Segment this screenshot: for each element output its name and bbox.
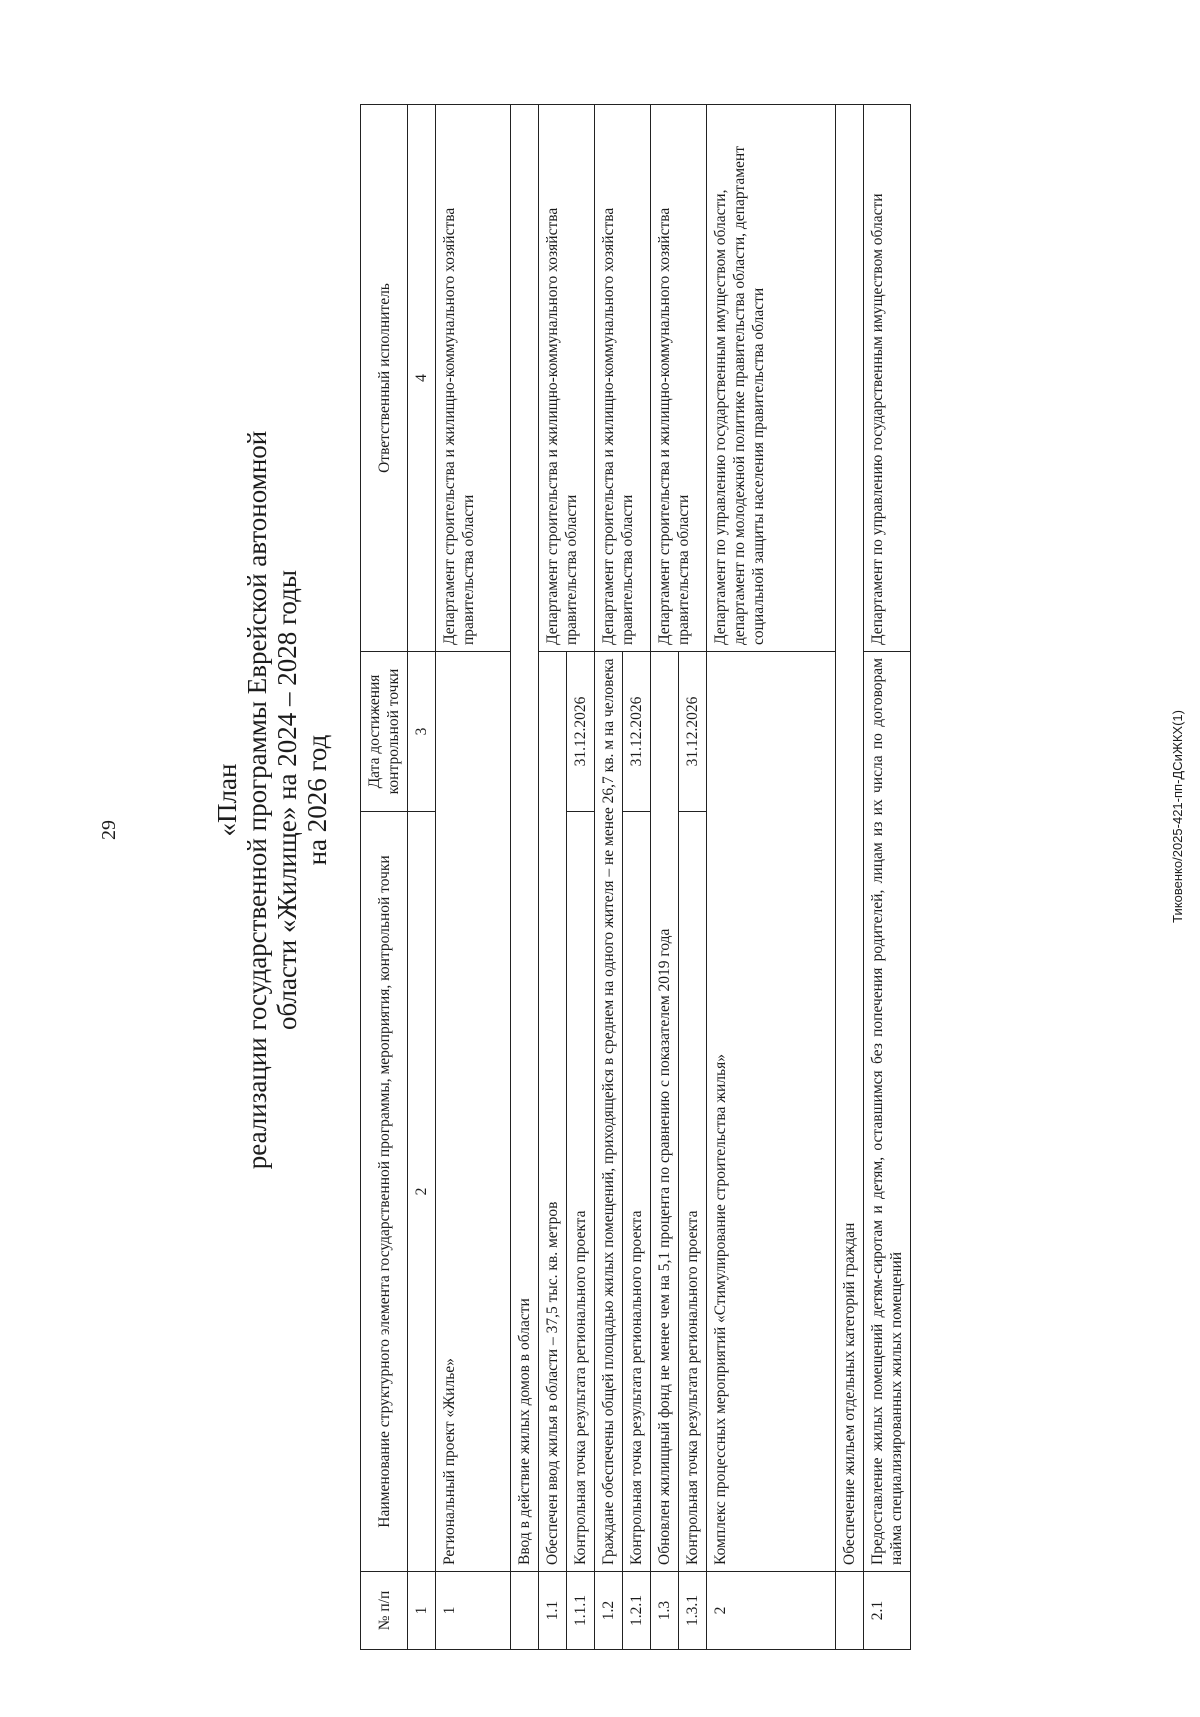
row-name: Обеспечен ввод жилья в области – 37,5 тыс. кв. метров [539,652,567,1572]
table-row [511,105,539,1650]
column-number: 2 [408,812,436,1572]
header-num: № п/п [361,1572,408,1650]
row-num [836,1572,864,1650]
row-executor: Департамент строительства и жилищно-коммунального хозяйства правительства области [436,105,511,652]
column-number: 4 [408,105,436,652]
table-row [436,105,511,1650]
table-column-numbers-row [408,105,436,1650]
row-group-title: Ввод в действие жилых домов в области [511,105,539,1572]
table-row [651,105,679,1650]
plan-table [360,104,911,1650]
row-executor: Департамент строительства и жилищно-коммунального хозяйства правительства области [539,105,595,652]
row-num: 1.2.1 [623,1572,651,1650]
row-executor: Департамент по управлению государственным имуществом области, департамент по молодежной политике правительства области, департамент социальной защиты населения правительства области [707,105,836,652]
row-num: 1.1.1 [567,1572,595,1650]
column-number: 1 [408,1572,436,1650]
column-number: 3 [408,652,436,812]
table-row [595,105,623,1650]
row-executor: Департамент строительства и жилищно-коммунального хозяйства правительства области [651,105,707,652]
row-num: 2 [707,1572,836,1650]
title-line-4: на 2026 год [302,734,332,866]
row-name: Контрольная точка результата регионального проекта [623,812,651,1572]
table-row [707,105,836,1650]
row-name: Контрольная точка результата регионального проекта [679,812,707,1572]
row-date: 31.12.2026 [679,652,707,812]
row-num: 1.1 [539,1572,567,1650]
title-line-3: области «Жилище» на 2024 – 2028 годы [272,569,302,1031]
table-row [836,105,864,1650]
table-row [539,105,567,1650]
title-line-2: реализации государственной программы Еврейской автономной [242,430,272,1170]
footer-code-wrap [1170,710,1185,1710]
title-line-1: «План [212,763,242,837]
table-header-row [361,105,408,1650]
row-executor: Департамент по управлению государственным имуществом области [864,105,911,652]
header-date: Дата достижения контрольной точки [361,652,408,812]
row-name: Комплекс процессных мероприятий «Стимулирование строительства жилья» [707,652,836,1572]
document-title [212,100,332,1500]
row-num: 2.1 [864,1572,911,1650]
header-executor: Ответственный исполнитель [361,105,408,652]
row-name: Контрольная точка результата регионального проекта [567,812,595,1572]
row-name: Предоставление жилых помещений детям-сиротам и детям, оставшимся без попечения родителей, лицам из их числа по договорам найма специализированных жилых помещений [864,652,911,1572]
footer-code: Тиковенко/2025-421-пп-ДСиЖКХ(1) [1170,710,1185,923]
page-number-wrap [98,800,121,840]
header-name: Наименование структурного элемента государственной программы, мероприятия, контрольной точки [361,812,408,1572]
row-num [511,1572,539,1650]
row-name: Граждане обеспечены общей площадью жилых помещений, приходящейся в среднем на одного жителя – не менее 26,7 кв. м на человека [595,652,623,1572]
row-num: 1.3.1 [679,1572,707,1650]
row-name: Региональный проект «Жилье» [436,652,511,1572]
row-num: 1.3 [651,1572,679,1650]
row-date: 31.12.2026 [623,652,651,812]
row-num: 1 [436,1572,511,1650]
row-group-title: Обеспечение жильем отдельных категорий граждан [836,105,864,1572]
page-number: 29 [98,820,120,840]
row-executor: Департамент строительства и жилищно-коммунального хозяйства правительства области [595,105,651,652]
row-num: 1.2 [595,1572,623,1650]
row-name: Обновлен жилищный фонд не менее чем на 5,1 процента по сравнению с показателем 2019 года [651,652,679,1572]
plan-table-wrap [360,105,911,1650]
table-row [864,105,911,1650]
row-date: 31.12.2026 [567,652,595,812]
